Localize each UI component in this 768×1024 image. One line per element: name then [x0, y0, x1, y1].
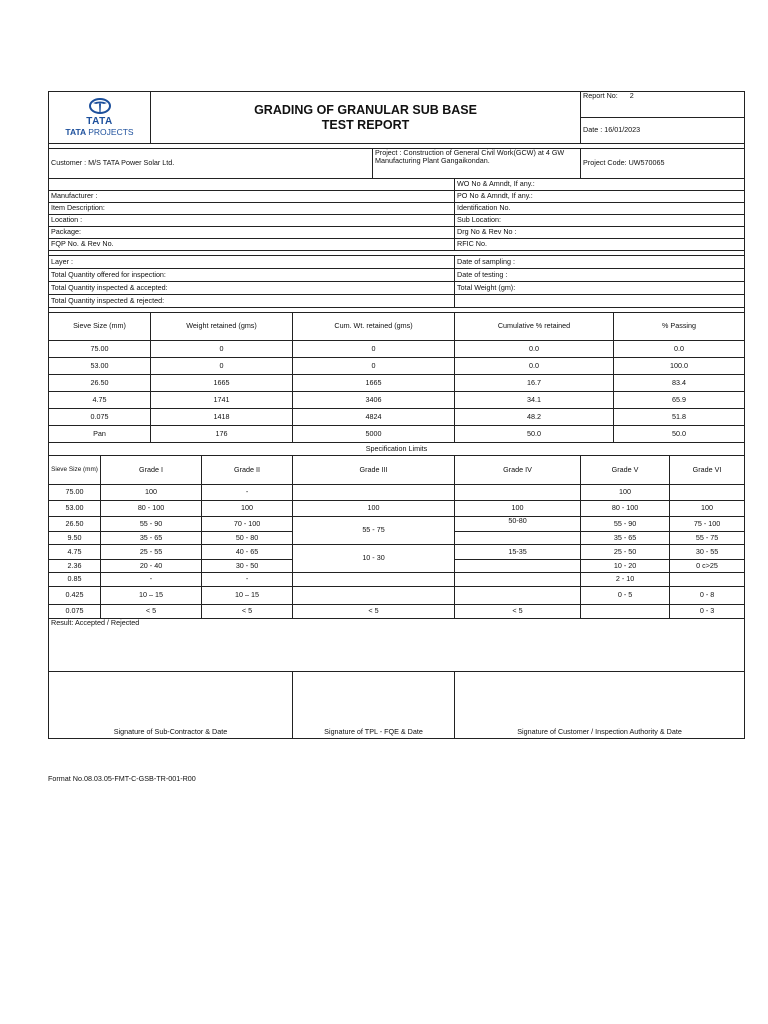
info-left: Package:: [49, 227, 455, 239]
report-date: Date : 16/01/2023: [581, 118, 745, 144]
table-row: [49, 517, 745, 532]
table-cell: [670, 485, 745, 501]
table-row: [49, 426, 745, 443]
table-cell: 53.00: [49, 501, 101, 517]
table-cell: 26.50: [49, 375, 151, 392]
project-code: Project Code: UW570065: [581, 149, 745, 179]
table-cell: [455, 532, 581, 545]
table-cell: [293, 587, 455, 605]
table-cell: [670, 573, 745, 587]
project-name: Project : Construction of General Civil Work(GCW) at 4 GW Manufacturing Plant Gangaikondan.: [373, 149, 581, 179]
table-cell: 53.00: [49, 358, 151, 375]
col-header: Grade I: [101, 456, 202, 485]
table-cell: 0: [151, 341, 293, 358]
table-cell: 55 - 90: [581, 517, 670, 532]
table-cell: [455, 587, 581, 605]
table-cell: 4.75: [49, 545, 101, 560]
table-cell: 100: [455, 501, 581, 517]
table-cell: 75 - 100: [670, 517, 745, 532]
table-cell: 2 - 10: [581, 573, 670, 587]
table-row: [49, 392, 745, 409]
table-cell: 50 - 80: [202, 532, 293, 545]
table-cell: 100: [202, 501, 293, 517]
table-row: [49, 358, 745, 375]
table-cell: 0 - 8: [670, 587, 745, 605]
table-cell: 10 - 20: [581, 560, 670, 573]
table-cell: 100: [581, 485, 670, 501]
table-cell: [455, 573, 581, 587]
col-header: Grade II: [202, 456, 293, 485]
table-cell: 1665: [151, 375, 293, 392]
table-cell: 48.2: [455, 409, 614, 426]
table-cell: 20 - 40: [101, 560, 202, 573]
col-header: Grade III: [293, 456, 455, 485]
report-number: Report No: 2: [581, 92, 745, 118]
col-header: % Passing: [614, 313, 745, 341]
info-left: Location :: [49, 215, 455, 227]
table-cell: 25 - 55: [101, 545, 202, 560]
table-row: [49, 485, 745, 501]
table-cell: 0.0: [455, 341, 614, 358]
table-cell: 75.00: [49, 341, 151, 358]
table-cell: 0.075: [49, 409, 151, 426]
table-cell: 55 - 75: [293, 517, 455, 545]
info-left: FQP No. & Rev No.: [49, 239, 455, 251]
table-cell: 50.0: [614, 426, 745, 443]
table-cell: 1741: [151, 392, 293, 409]
spec-header-row: [49, 456, 745, 485]
sample-right: Total Weight (gm):: [455, 282, 745, 295]
info-left: [49, 179, 455, 191]
table-cell: 10 – 15: [101, 587, 202, 605]
sample-right: Date of testing :: [455, 269, 745, 282]
table-cell: 9.50: [49, 532, 101, 545]
table-cell: 55 - 75: [670, 532, 745, 545]
table-row: [49, 573, 745, 587]
col-header: Weight retained (gms): [151, 313, 293, 341]
table-cell: 3406: [293, 392, 455, 409]
info-right: RFIC No.: [455, 239, 745, 251]
table-cell: 1665: [293, 375, 455, 392]
table-row: [49, 587, 745, 605]
table-cell: 83.4: [614, 375, 745, 392]
table-cell: 34.1: [455, 392, 614, 409]
signature-subcontractor: Signature of Sub-Contractor & Date: [49, 672, 293, 739]
table-cell: 4824: [293, 409, 455, 426]
format-number: Format No.08.03.05-FMT-C-GSB-TR-001-R00: [48, 774, 196, 783]
table-cell: -: [202, 485, 293, 501]
table-cell: 26.50: [49, 517, 101, 532]
table-cell: [293, 485, 455, 501]
table-cell: 100: [101, 485, 202, 501]
table-cell: < 5: [101, 605, 202, 619]
table-cell: 0.075: [49, 605, 101, 619]
table-cell: 0 c>25: [670, 560, 745, 573]
table-cell: 0: [293, 358, 455, 375]
signature-customer: Signature of Customer / Inspection Authority & Date: [455, 672, 745, 739]
table-cell: 0: [151, 358, 293, 375]
table-cell: 100.0: [614, 358, 745, 375]
col-header: Sieve Size (mm): [49, 456, 101, 485]
logo-brand: TATA: [86, 116, 113, 127]
table-cell: 75.00: [49, 485, 101, 501]
table-cell: 16.7: [455, 375, 614, 392]
table-cell: [455, 560, 581, 573]
table-cell: < 5: [202, 605, 293, 619]
table-cell: Pan: [49, 426, 151, 443]
col-header: Cumulative % retained: [455, 313, 614, 341]
table-cell: 0.85: [49, 573, 101, 587]
logo-projects: TATA PROJECTS: [65, 126, 134, 137]
table-cell: 80 - 100: [581, 501, 670, 517]
table-cell: 30 - 50: [202, 560, 293, 573]
table-row: [49, 375, 745, 392]
table-cell: 50.0: [455, 426, 614, 443]
logo-cell: [49, 92, 151, 144]
table-cell: 15-35: [455, 545, 581, 560]
table-cell: -: [202, 573, 293, 587]
table-row: [49, 501, 745, 517]
table-cell: 1418: [151, 409, 293, 426]
table-cell: 10 – 15: [202, 587, 293, 605]
results-header-row: [49, 313, 745, 341]
table-cell: 25 - 50: [581, 545, 670, 560]
table-cell: 0 - 3: [670, 605, 745, 619]
table-cell: 100: [293, 501, 455, 517]
table-row: [49, 341, 745, 358]
result-field: Result: Accepted / Rejected: [49, 619, 745, 672]
table-cell: 0.425: [49, 587, 101, 605]
info-left: Item Description:: [49, 203, 455, 215]
table-cell: 2.36: [49, 560, 101, 573]
table-cell: 30 - 55: [670, 545, 745, 560]
sample-right: [455, 295, 745, 308]
tata-projects-logo: [65, 98, 133, 138]
col-header: Grade V: [581, 456, 670, 485]
tata-emblem-icon: [89, 98, 111, 114]
info-right: WO No & Amndt, If any.:: [455, 179, 745, 191]
table-cell: 40 - 65: [202, 545, 293, 560]
test-report-sheet: [48, 91, 744, 739]
info-right: Identification No.: [455, 203, 745, 215]
table-cell: [581, 605, 670, 619]
table-cell: 0.0: [455, 358, 614, 375]
table-cell: 0.0: [614, 341, 745, 358]
table-cell: 0 - 5: [581, 587, 670, 605]
table-cell: < 5: [455, 605, 581, 619]
table-cell: -: [101, 573, 202, 587]
table-cell: 100: [670, 501, 745, 517]
table-cell: 70 - 100: [202, 517, 293, 532]
info-right: PO No & Amndt, If any.:: [455, 191, 745, 203]
sample-right: Date of sampling :: [455, 256, 745, 269]
col-header: Grade IV: [455, 456, 581, 485]
table-cell: 176: [151, 426, 293, 443]
table-cell: 35 - 65: [581, 532, 670, 545]
table-cell: 51.8: [614, 409, 745, 426]
signature-tpl: Signature of TPL - FQE & Date: [293, 672, 455, 739]
info-right: Drg No & Rev No :: [455, 227, 745, 239]
customer-name: Customer : M/S TATA Power Solar Ltd.: [49, 149, 373, 179]
table-cell: [293, 573, 455, 587]
sample-left: Total Quantity inspected & rejected:: [49, 295, 455, 308]
col-header: Sieve Size (mm): [49, 313, 151, 341]
table-row: [49, 409, 745, 426]
table-row: [49, 605, 745, 619]
table-cell: 10 - 30: [293, 545, 455, 573]
table-cell: 50-80: [455, 517, 581, 532]
table-cell: 4.75: [49, 392, 151, 409]
sample-left: Layer :: [49, 256, 455, 269]
sample-left: Total Quantity inspected & accepted:: [49, 282, 455, 295]
table-cell: 55 - 90: [101, 517, 202, 532]
sample-left: Total Quantity offered for inspection:: [49, 269, 455, 282]
col-header: Cum. Wt. retained (gms): [293, 313, 455, 341]
table-cell: 35 - 65: [101, 532, 202, 545]
table-cell: 0: [293, 341, 455, 358]
table-cell: 80 - 100: [101, 501, 202, 517]
report-table: [48, 91, 745, 739]
report-title: GRADING OF GRANULAR SUB BASE TEST REPORT: [151, 92, 581, 144]
col-header: Grade VI: [670, 456, 745, 485]
spec-limits-title: Specification Limits: [49, 443, 745, 456]
info-left: Manufacturer :: [49, 191, 455, 203]
info-right: Sub Location:: [455, 215, 745, 227]
table-cell: < 5: [293, 605, 455, 619]
table-row: [49, 545, 745, 560]
table-cell: 65.9: [614, 392, 745, 409]
table-cell: [455, 485, 581, 501]
table-cell: 5000: [293, 426, 455, 443]
